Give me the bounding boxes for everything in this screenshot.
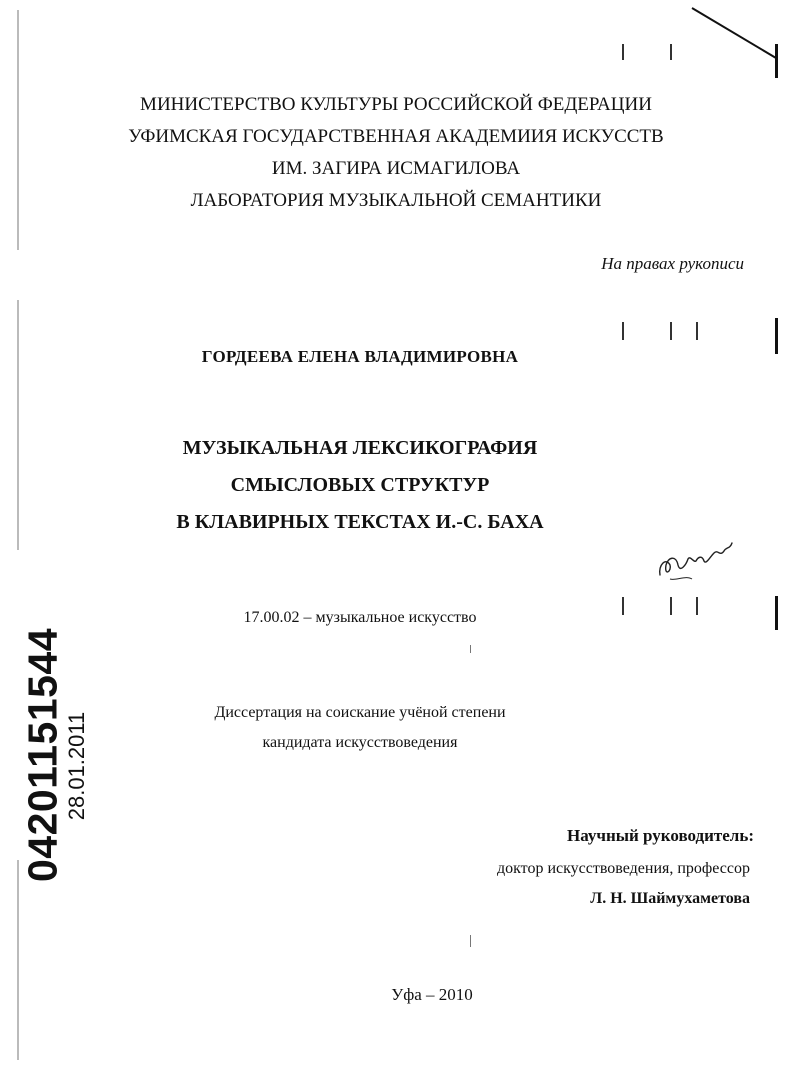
corner-stroke <box>690 6 780 66</box>
manuscript-note: На правах рукописи <box>601 254 744 273</box>
dissertation-line-1: Диссертация на соискание учёной степени <box>214 704 506 721</box>
laboratory-line: ЛАБОРАТОРИЯ МУЗЫКАЛЬНОЙ СЕМАНТИКИ <box>190 190 602 211</box>
supervisor-label: Научный руководитель: <box>567 826 754 845</box>
library-stamp-id: 04201151544 <box>19 627 66 883</box>
specialty-code: 17.00.02 – музыкальное искусство <box>243 609 477 626</box>
ministry-line: МИНИСТЕРСТВО КУЛЬТУРЫ РОССИЙСКОЙ ФЕДЕРАЦИИ <box>140 94 652 115</box>
city-year: Уфа – 2010 <box>391 985 473 1004</box>
named-after-line: ИМ. ЗАГИРА ИСМАГИЛОВА <box>271 158 521 179</box>
supervisor-degree: доктор искусствоведения, профессор <box>496 860 750 877</box>
title-line-1: МУЗЫКАЛЬНАЯ ЛЕКСИКОГРАФИЯ <box>182 437 538 459</box>
author-name: ГОРДЕЕВА ЕЛЕНА ВЛАДИМИРОВНА <box>201 347 519 366</box>
title-line-2: СМЫСЛОВЫХ СТРУКТУР <box>230 474 490 496</box>
title-line-3: В КЛАВИРНЫХ ТЕКСТАХ И.-С. БАХА <box>176 511 544 533</box>
handwritten-signature <box>656 535 736 585</box>
academy-line: УФИМСКАЯ ГОСУДАРСТВЕННАЯ АКАДЕМИИЯ ИСКУССТВ <box>128 126 664 147</box>
library-stamp-date: 28.01.2011 <box>64 711 89 821</box>
supervisor-name: Л. Н. Шаймухаметова <box>590 890 750 907</box>
dissertation-line-2: кандидата искусствоведения <box>262 734 458 751</box>
